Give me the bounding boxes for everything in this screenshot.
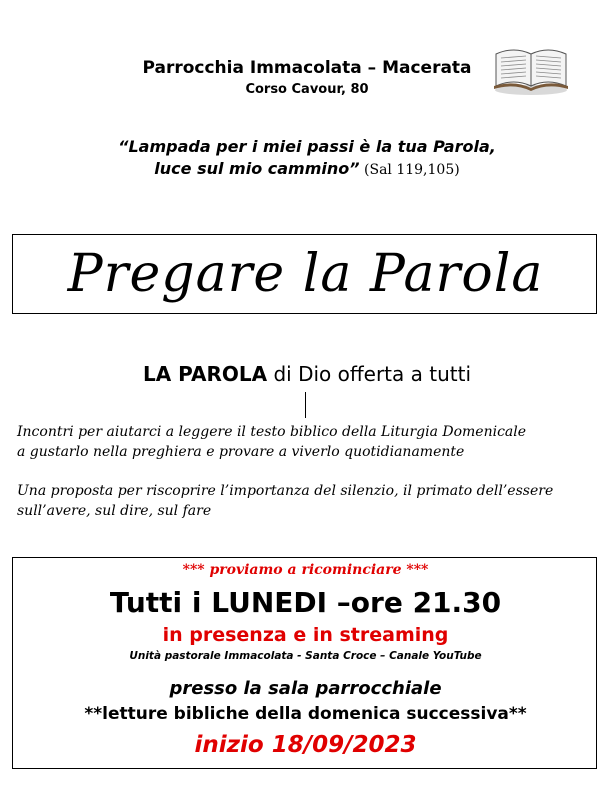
subtitle — [0, 362, 614, 386]
vertical-line-divider — [305, 392, 306, 418]
event-place: presso la sala parrocchiale — [169, 678, 442, 699]
paragraph-1-line-1: Incontri per aiutarci a leggere il testo biblico della Liturgia Domenicale — [17, 424, 527, 440]
subtitle-bold: LA PAROLA — [142, 362, 268, 386]
event-slogan: *** proviamo a ricominciare *** — [182, 562, 429, 578]
description-paragraph-2 — [17, 481, 597, 521]
paragraph-2-line-2: sull’avere, sul dire, sul fare — [17, 503, 212, 519]
quote-line-1: “Lampada per i miei passi è la tua Parola, — [118, 137, 496, 156]
quote-reference: (Sal 119,105) — [359, 162, 460, 178]
event-mode: in presenza e in streaming — [162, 624, 449, 646]
event-schedule: Tutti i LUNEDI –ore 21.30 — [109, 586, 502, 619]
parish-address: Corso Cavour, 80 — [245, 82, 369, 97]
event-readings: **letture bibliche della domenica successiva** — [84, 704, 527, 724]
description-paragraph-1 — [17, 422, 597, 462]
quote-line-2-text: luce sul mio cammino” — [154, 159, 360, 178]
bible-quote — [0, 136, 614, 181]
subtitle-rest: di Dio offerta a tutti — [267, 362, 471, 386]
event-box — [12, 557, 597, 769]
parish-name: Parrocchia Immacolata – Macerata — [142, 58, 472, 78]
quote-line-2 — [0, 158, 614, 181]
paragraph-1-line-2: a gustarlo nella preghiera e provare a viverlo quotidianamente — [17, 444, 465, 460]
page-title: Pregare la Parola — [67, 244, 544, 304]
event-unit: Unità pastorale Immacolata - Santa Croce – Canale YouTube — [129, 650, 482, 662]
title-box — [12, 234, 597, 314]
paragraph-2-line-1: Una proposta per riscoprire l’importanza del silenzio, il primato dell’essere — [17, 483, 554, 499]
open-bible-icon — [490, 40, 572, 96]
event-start-date: inizio 18/09/2023 — [194, 732, 417, 758]
